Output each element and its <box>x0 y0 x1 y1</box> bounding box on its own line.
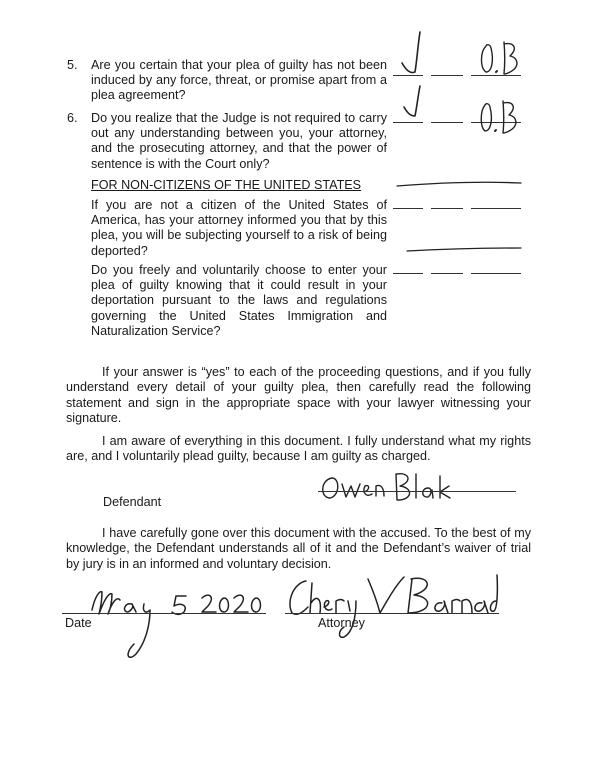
question-6-number: 6. <box>67 111 78 125</box>
noncitizen-heading: FOR NON-CITIZENS OF THE UNITED STATES <box>91 178 362 192</box>
date-label: Date <box>65 616 92 630</box>
attorney-label: Attorney <box>318 616 365 630</box>
noncitizen-question-2: Do you freely and voluntarily choose to enter your plea of guilty knowing that it could result in your deportation pursuant to the laws and regulations governing the United States Immigration and Naturalization Service? <box>91 263 387 338</box>
attorney-signature <box>284 573 499 643</box>
question-5-number: 5. <box>67 58 78 72</box>
strike-line-heading <box>395 178 525 190</box>
defendant-label: Defendant <box>103 495 162 509</box>
q5-no-blank[interactable] <box>431 75 463 76</box>
strike-line-question <box>405 244 525 256</box>
q5-checkmark <box>396 30 430 80</box>
q6-checkmark <box>400 86 430 126</box>
date-handwriting <box>62 582 262 672</box>
attorney-certification-paragraph: I have carefully gone over this document with the accused. To the best of my knowledge, the Defendant understands all of it and the Defendant’s waiver of trial by jury is in an informed and voluntary decision. <box>66 526 531 571</box>
question-5-text: Are you certain that your plea of guilty has not been induced by any force, threat, or promise apart from a plea agreement? <box>91 58 387 103</box>
noncitizen-q1-yes-blank[interactable] <box>393 208 423 209</box>
noncitizen-q2-initials-blank[interactable] <box>471 273 521 274</box>
noncitizen-question-1: If you are not a citizen of the United States of America, has your attorney informed you that by this plea, you will be subjecting yourself to a risk of being deported? <box>91 198 387 258</box>
defendant-signature-line[interactable] <box>318 491 516 492</box>
instructions-paragraph: If your answer is “yes” to each of the proceeding questions, and if you fully understand every detail of your guilty plea, then carefully read the following statement and sign in the appropriate space with your lawyer witnessing your signature. <box>66 365 531 426</box>
q6-no-blank[interactable] <box>431 122 463 123</box>
attorney-signature-line[interactable] <box>285 613 499 614</box>
date-line[interactable] <box>62 613 266 614</box>
q6-initials <box>478 97 526 137</box>
q5-initials <box>478 36 526 78</box>
noncitizen-q1-no-blank[interactable] <box>431 208 463 209</box>
noncitizen-q2-yes-blank[interactable] <box>393 273 423 274</box>
question-6-text: Do you realize that the Judge is not required to carry out any understanding between you, your attorney, and the prosecuting attorney, and that the power of sentence is with the Court only? <box>91 111 387 171</box>
noncitizen-q1-initials-blank[interactable] <box>471 208 521 209</box>
declaration-paragraph: I am aware of everything in this document. I fully understand what my rights are, and I voluntarily plead guilty, because I am guilty as charged. <box>66 434 531 464</box>
noncitizen-q2-no-blank[interactable] <box>431 273 463 274</box>
defendant-signature <box>318 470 468 504</box>
